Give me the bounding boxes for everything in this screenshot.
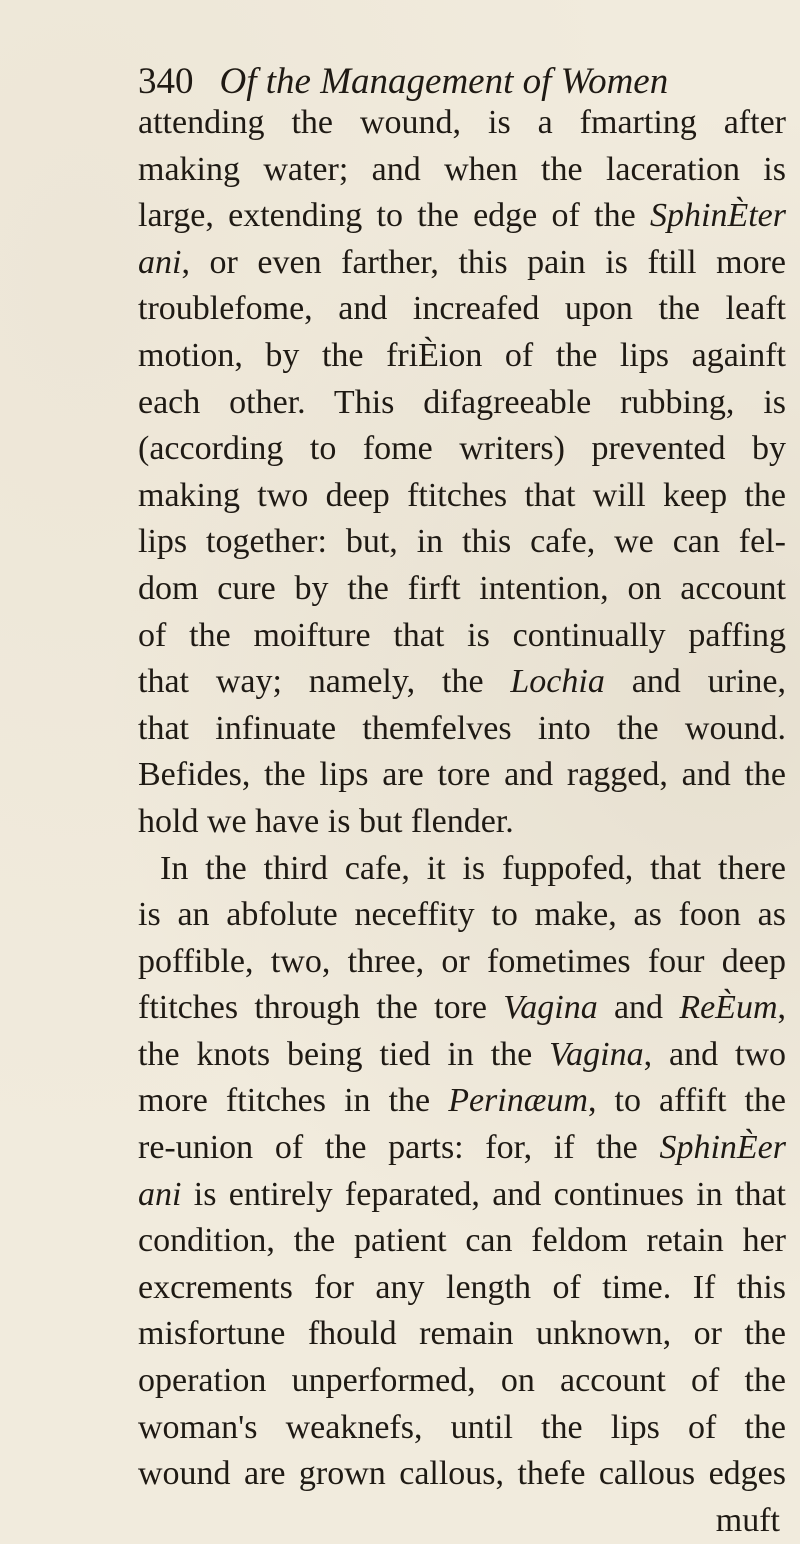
text-line-2: making water; and when the laceration is [138, 150, 786, 188]
text-line-14: that infinuate themfelves into the wound. [138, 709, 786, 747]
text-line-20: ftitches through the tore Vagina and ReЀum, [138, 989, 786, 1027]
text-line-7: each other. This difagreeable rubbing, is [138, 383, 786, 421]
text-line-28: operation unperformed, on account of the [138, 1362, 786, 1400]
text-line-22: more ftitches in the Perinæum, to affift the [138, 1082, 786, 1120]
text-line-24: ani is entirely feparated, and continues in that [138, 1175, 786, 1213]
text-line-18: is an abfolute neceffity to make, as foon as [138, 896, 786, 934]
text-line-9: making two deep ftitches that will keep the [138, 476, 786, 514]
text-line-12: of the moifture that is continually paffing [138, 616, 786, 654]
text-line-17: In the third cafe, it is fuppofed, that there [160, 849, 786, 887]
running-head [138, 58, 698, 106]
body-text [138, 100, 786, 1544]
text-line-26: excrements for any length of time. If this [138, 1268, 786, 1306]
text-line-29: woman's weaknefs, until the lips of the [138, 1408, 786, 1446]
text-line-13: that way; namely, the Lochia and urine, [138, 663, 786, 701]
page-number: 340 [138, 61, 194, 102]
text-line-3: large, extending to the edge of the SphinЀter [138, 197, 786, 235]
catchword: muft [715, 1501, 780, 1539]
text-line-10: lips together: but, in this cafe, we can fel- [138, 523, 786, 561]
text-line-27: misfortune fhould remain unknown, or the [138, 1315, 786, 1353]
text-line-1: attending the wound, is a fmarting after [138, 104, 786, 141]
text-line-8: (according to fome writers) prevented by [138, 430, 786, 468]
text-line-19: poffible, two, three, or fometimes four deep [138, 942, 786, 980]
text-line-4: ani, or even farther, this pain is ftill more [138, 243, 786, 281]
text-line-11: dom cure by the firft intention, on account [138, 569, 786, 607]
text-line-15: Befides, the lips are tore and ragged, and the [138, 756, 786, 794]
running-title: Of the Management of Women [219, 61, 669, 102]
text-line-25: condition, the patient can feldom retain her [138, 1222, 786, 1260]
text-line-6: motion, by the friЀion of the lips againft [138, 336, 786, 374]
text-line-16: hold we have is but flender. [138, 802, 514, 840]
text-line-30: wound are grown callous, thefe callous edges [138, 1455, 786, 1493]
text-line-21: the knots being tied in the Vagina, and two [138, 1035, 787, 1073]
text-line-5: troublefome, and increafed upon the leaft [138, 290, 786, 328]
text-line-23: re-union of the parts: for, if the SphinЀer [138, 1129, 786, 1167]
